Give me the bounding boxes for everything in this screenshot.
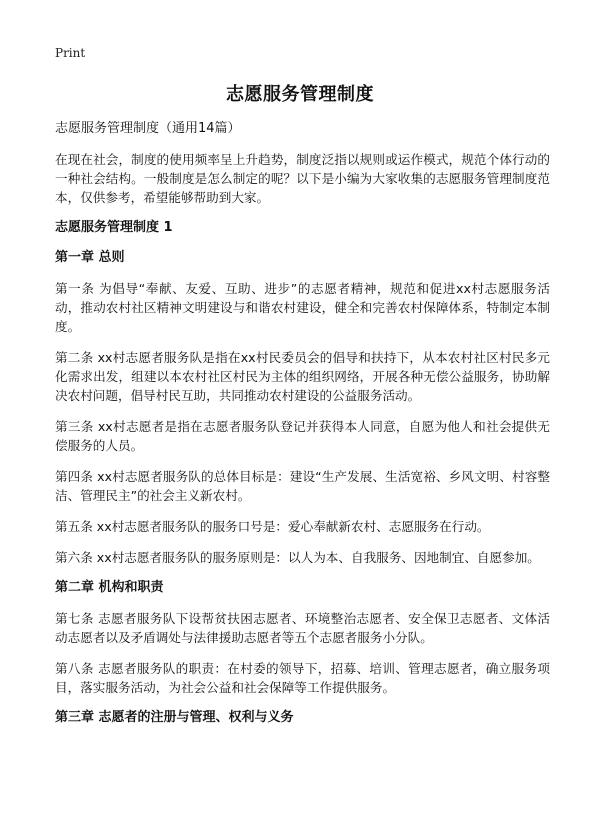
page-title: 志愿服务管理制度 bbox=[226, 84, 374, 105]
chapter-heading: 第二章 机构和职责 bbox=[55, 580, 164, 595]
document-subtitle: 志愿服务管理制度（通用14篇） bbox=[55, 121, 241, 136]
article-paragraph: 第一条 为倡导“奉献、友爱、互助、进步”的志愿者精神，规范和促进xx村志愿服务活动，推动农村社区精神文明建设与和谐农村建设，健全和完善农村保障体系，特制定本制度。 bbox=[55, 281, 550, 334]
chapter-heading: 第一章 总则 bbox=[55, 250, 125, 265]
chapter-heading: 第三章 志愿者的注册与管理、权利与义务 bbox=[55, 710, 294, 725]
article-paragraph: 第三条 xx村志愿者是指在志愿者服务队登记并获得本人同意，自愿为他人和社会提供无偿服务的人员。 bbox=[55, 419, 550, 453]
article-paragraph: 第四条 xx村志愿者服务队的总体目标是：建设“生产发展、生活宽裕、乡风文明、村容整洁、管理民主”的社会主义新农村。 bbox=[55, 469, 550, 503]
article-paragraph: 第六条 xx村志愿者服务队的服务原则是：以人为本、自我服务、因地制宜、自愿参加。 bbox=[55, 550, 540, 565]
article-paragraph: 第五条 xx村志愿者服务队的服务口号是：爱心奉献新农村、志愿服务在行动。 bbox=[55, 519, 490, 534]
article-paragraph: 第八条 志愿者服务队的职责：在村委的领导下，招募、培训、管理志愿者，确立服务项目，落实服务活动，为社会公益和社会保障等工作提供服务。 bbox=[55, 661, 550, 695]
print-link[interactable]: Print bbox=[55, 46, 86, 60]
section-heading: 志愿服务管理制度 1 bbox=[55, 220, 173, 235]
article-paragraph: 第二条 xx村志愿者服务队是指在xx村民委员会的倡导和扶持下，从本农村社区村民多元化需求出发，组建以本农村社区村民为主体的组织网络，开展各种无偿公益服务，协助解决农村问题，倡导村民互助，共同推动农村建设的公益服务活动。 bbox=[55, 350, 550, 403]
intro-paragraph: 在现在社会，制度的使用频率呈上升趋势，制度泛指以规则或运作模式，规范个体行动的一种社会结构。一般制度是怎么制定的呢？以下是小编为大家收集的志愿服务管理制度范本，仅供参考，希望能够帮助到大家。 bbox=[55, 152, 550, 205]
document-body bbox=[55, 120, 550, 739]
article-paragraph: 第七条 志愿者服务队下设帮贫扶困志愿者、环境整治志愿者、安全保卫志愿者、文体活动志愿者以及矛盾调处与法律援助志愿者等五个志愿者服务小分队。 bbox=[55, 611, 550, 645]
